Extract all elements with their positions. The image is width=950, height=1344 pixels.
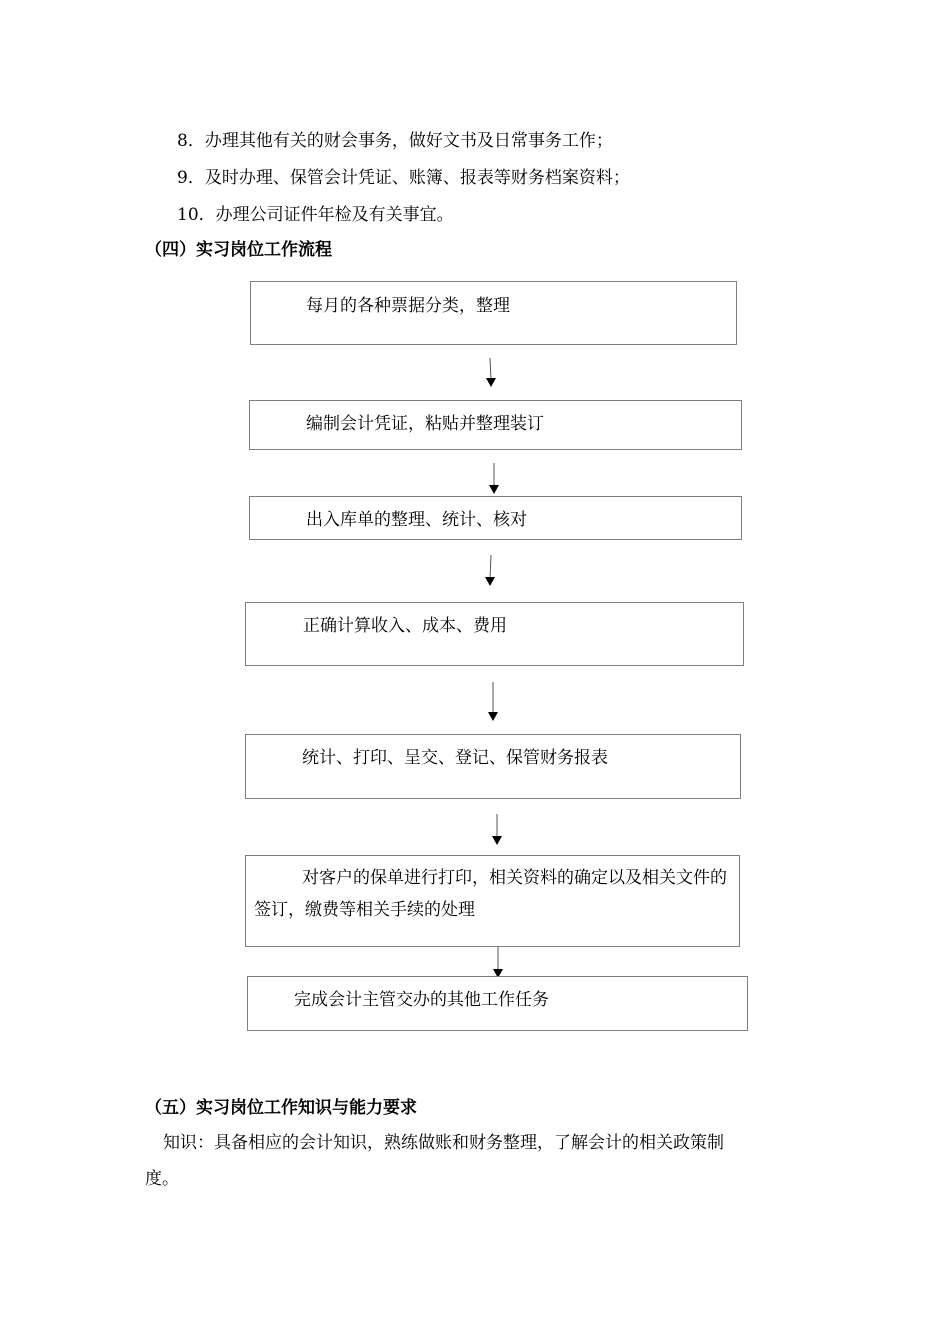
flow-arrow-4 [486,682,500,722]
flow-step-5-text: 统计、打印、呈交、登记、保管财务报表 [302,748,608,768]
flow-step-2-text: 编制会计凭证，粘贴并整理装订 [306,414,544,434]
section-4-heading: （四）实习岗位工作流程 [145,240,332,260]
flow-arrow-2 [487,463,501,495]
flow-step-7-text: 完成会计主管交办的其他工作任务 [294,990,549,1010]
flow-step-1 [250,281,737,345]
flow-arrow-1 [484,358,498,388]
knowledge-paragraph-line-2: 度。 [145,1169,179,1189]
flow-arrow-5 [490,814,504,846]
flow-step-5 [245,734,741,799]
flow-step-3-text: 出入库单的整理、统计、核对 [306,510,527,530]
section-5-heading: （五）实习岗位工作知识与能力要求 [145,1098,417,1118]
flow-arrow-6 [491,947,505,979]
list-item-10: 10．办理公司证件年检及有关事宜。 [177,205,454,225]
flow-step-4-text: 正确计算收入、成本、费用 [303,616,507,636]
flow-step-3 [249,496,742,540]
flow-step-6-text: 对客户的保单进行打印，相关资料的确定以及相关文件的签订，缴费等相关手续的处理 [254,868,727,920]
flow-step-6 [245,855,740,947]
flow-step-1-text: 每月的各种票据分类，整理 [306,296,510,316]
flow-step-4 [245,602,744,666]
list-item-8: 8．办理其他有关的财会事务，做好文书及日常事务工作； [177,131,613,151]
knowledge-paragraph-line-1: 知识：具备相应的会计知识，熟练做账和财务整理，了解会计的相关政策制 [163,1133,724,1153]
flow-step-7 [247,976,748,1031]
list-item-9: 9．及时办理、保管会计凭证、账簿、报表等财务档案资料； [177,168,630,188]
flow-arrow-3 [484,555,498,587]
flow-step-2 [249,400,742,450]
